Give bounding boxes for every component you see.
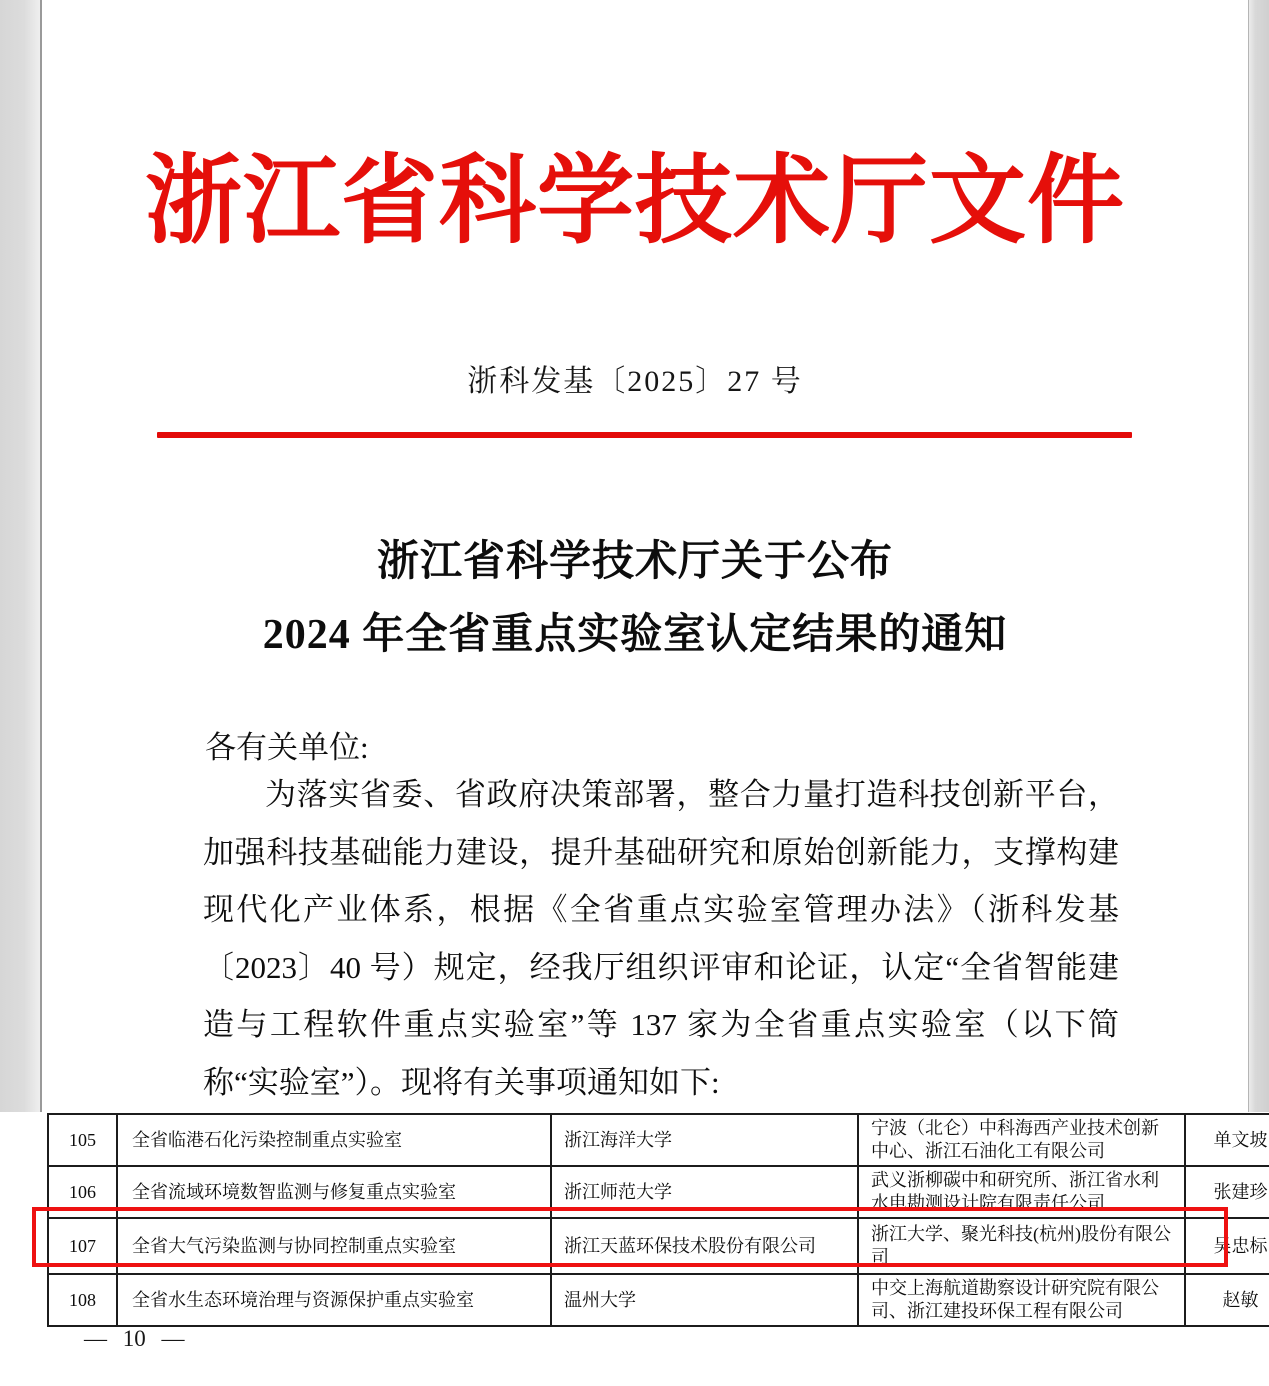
cell-director: 单文坡 <box>1185 1114 1269 1166</box>
agency-header-title: 浙江省科学技术厅文件 <box>145 148 1125 255</box>
cell-lab-name: 全省临港石化污染控制重点实验室 <box>117 1114 551 1166</box>
notice-title-line2: 2024 年全省重点实验室认定结果的通知 <box>262 612 1008 658</box>
table-row <box>48 1274 1269 1326</box>
table-row <box>48 1114 1269 1166</box>
cell-partner-institutions: 浙江大学、聚光科技(杭州)股份有限公司 <box>858 1218 1185 1274</box>
cell-host-institution: 温州大学 <box>551 1274 858 1326</box>
body-paragraph: 为落实省委、省政府决策部署，整合力量打造科技创新平台，加强科技基础能力建设，提升基础研究和原始创新能力，支撑构建现代化产业体系，根据《全省重点实验室管理办法》（浙科发基〔2023〕40 号）规定，经我厅组织评审和论证，认定“全省智能建造与工程软件重点实验室”等 137 家为全省重点实验室（以下简称“实验室”）。现将有关事项通知如下: <box>203 777 1119 1100</box>
table-row <box>48 1166 1269 1218</box>
cell-host-institution: 浙江师范大学 <box>551 1166 858 1218</box>
cell-partner-institutions: 武义浙柳碳中和研究所、浙江省水利水电勘测设计院有限责任公司 <box>858 1166 1185 1218</box>
salutation: 各有关单位: <box>205 730 369 765</box>
page-number: — 10 — <box>84 1326 185 1351</box>
cell-director: 吴忠标 <box>1185 1218 1269 1274</box>
cell-row-number: 106 <box>48 1166 117 1218</box>
notice-title-line1: 浙江省科学技术厅关于公布 <box>376 539 893 585</box>
laboratory-table <box>47 1113 1269 1327</box>
cell-row-number: 105 <box>48 1114 117 1166</box>
cell-partner-institutions: 中交上海航道勘察设计研究院有限公司、浙江建投环保工程有限公司 <box>858 1274 1185 1326</box>
cell-director: 张建珍 <box>1185 1166 1269 1218</box>
cell-lab-name: 全省流域环境数智监测与修复重点实验室 <box>117 1166 551 1218</box>
cell-lab-name: 全省大气污染监测与协同控制重点实验室 <box>117 1218 551 1274</box>
page-right-gutter <box>1248 0 1269 1112</box>
cell-row-number: 107 <box>48 1218 117 1274</box>
page-left-gutter <box>0 0 42 1112</box>
cell-host-institution: 浙江天蓝环保技术股份有限公司 <box>551 1218 858 1274</box>
cell-host-institution: 浙江海洋大学 <box>551 1114 858 1166</box>
document-number: 浙科发基〔2025〕27 号 <box>467 365 803 398</box>
cell-row-number: 108 <box>48 1274 117 1326</box>
cell-director: 赵敏 <box>1185 1274 1269 1326</box>
table-row <box>48 1218 1269 1274</box>
cell-lab-name: 全省水生态环境治理与资源保护重点实验室 <box>117 1274 551 1326</box>
cell-partner-institutions: 宁波（北仑）中科海西产业技术创新中心、浙江石油化工有限公司 <box>858 1114 1185 1166</box>
red-divider-rule <box>157 432 1132 438</box>
